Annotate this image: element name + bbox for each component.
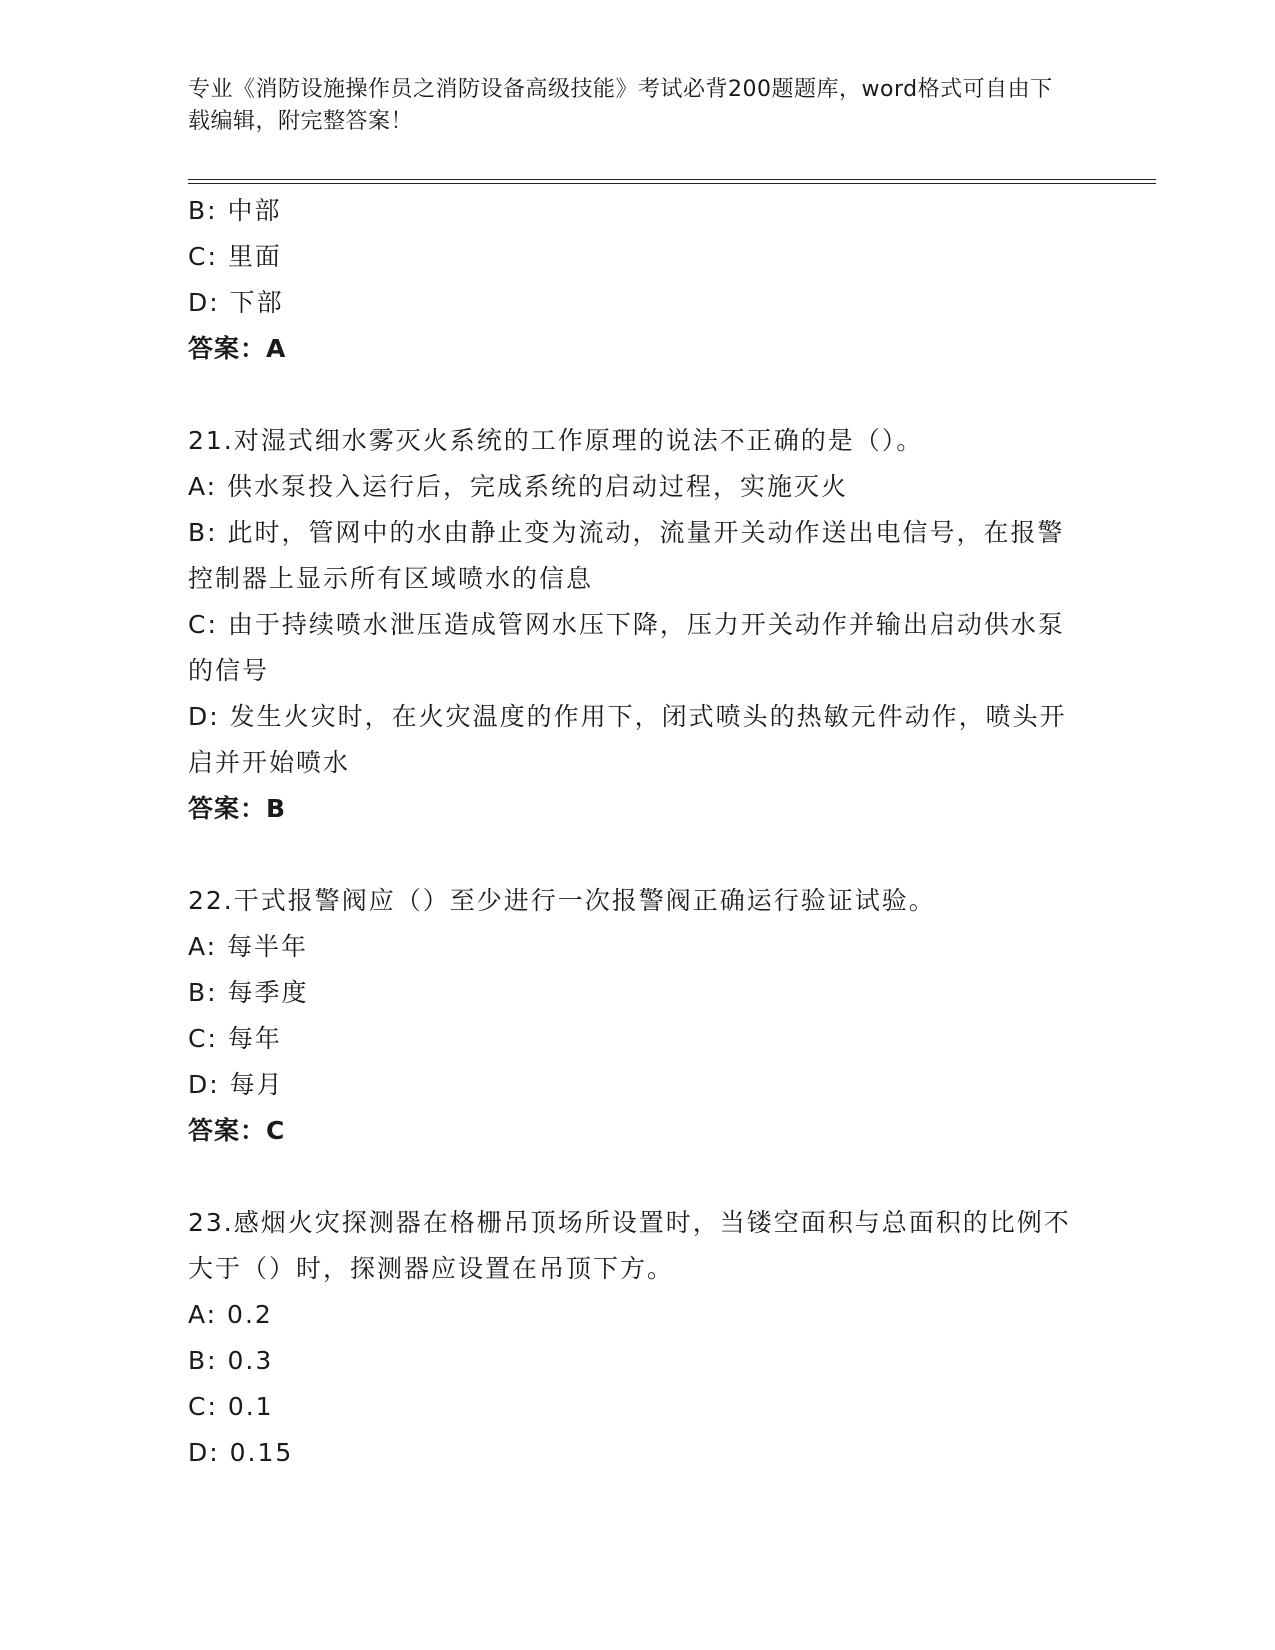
header-divider-top: [188, 179, 1156, 180]
option-d: D: 0.15: [188, 1438, 294, 1467]
option-a: A: 供水泵投入运行后，完成系统的启动过程，实施灭火: [188, 472, 849, 501]
option-b: B: 此时，管网中的水由静止变为流动，流量开关动作送出电信号，在报警控制器上显示所有区域喷水的信息: [188, 518, 1065, 593]
question-23: [188, 1200, 1088, 1476]
question-stem: 22.干式报警阀应（）至少进行一次报警阀正确运行验证试验。: [188, 886, 936, 915]
answer-line: 答案：A: [188, 334, 287, 363]
header-divider-bottom: [188, 183, 1156, 184]
answer-line: 答案：C: [188, 1116, 286, 1145]
document-header: 专业《消防设施操作员之消防设备高级技能》考试必背200题题库，word格式可自由下载编辑，附完整答案！: [188, 77, 1053, 134]
question-22: [188, 878, 1088, 1154]
option-d: D: 发生火灾时，在火灾温度的作用下，闭式喷头的热敏元件动作，喷头开启并开始喷水: [188, 702, 1067, 777]
question-stem: 21.对湿式细水雾灭火系统的工作原理的说法不正确的是（）。: [188, 426, 924, 455]
option-c: C: 由于持续喷水泄压造成管网水压下降，压力开关动作并输出启动供水泵的信号: [188, 610, 1065, 685]
question-list: [188, 188, 1088, 1476]
option-b: B: 每季度: [188, 978, 309, 1007]
option-c: C: 0.1: [188, 1392, 274, 1421]
option-b: B: 0.3: [188, 1346, 274, 1375]
option-c: C: 里面: [188, 242, 282, 271]
answer-line: 答案：B: [188, 794, 287, 823]
spacer: [188, 1154, 1088, 1200]
question-21: [188, 418, 1088, 832]
option-b: B: 中部: [188, 196, 282, 225]
option-d: D: 每月: [188, 1070, 284, 1099]
option-d: D: 下部: [188, 288, 284, 317]
option-a: A: 0.2: [188, 1300, 273, 1329]
spacer: [188, 372, 1088, 418]
option-c: C: 每年: [188, 1024, 282, 1053]
spacer: [188, 832, 1088, 878]
option-a: A: 每半年: [188, 932, 309, 961]
question-stem: 23.感烟火灾探测器在格栅吊顶场所设置时，当镂空面积与总面积的比例不大于（）时，探测器应设置在吊顶下方。: [188, 1208, 1071, 1283]
